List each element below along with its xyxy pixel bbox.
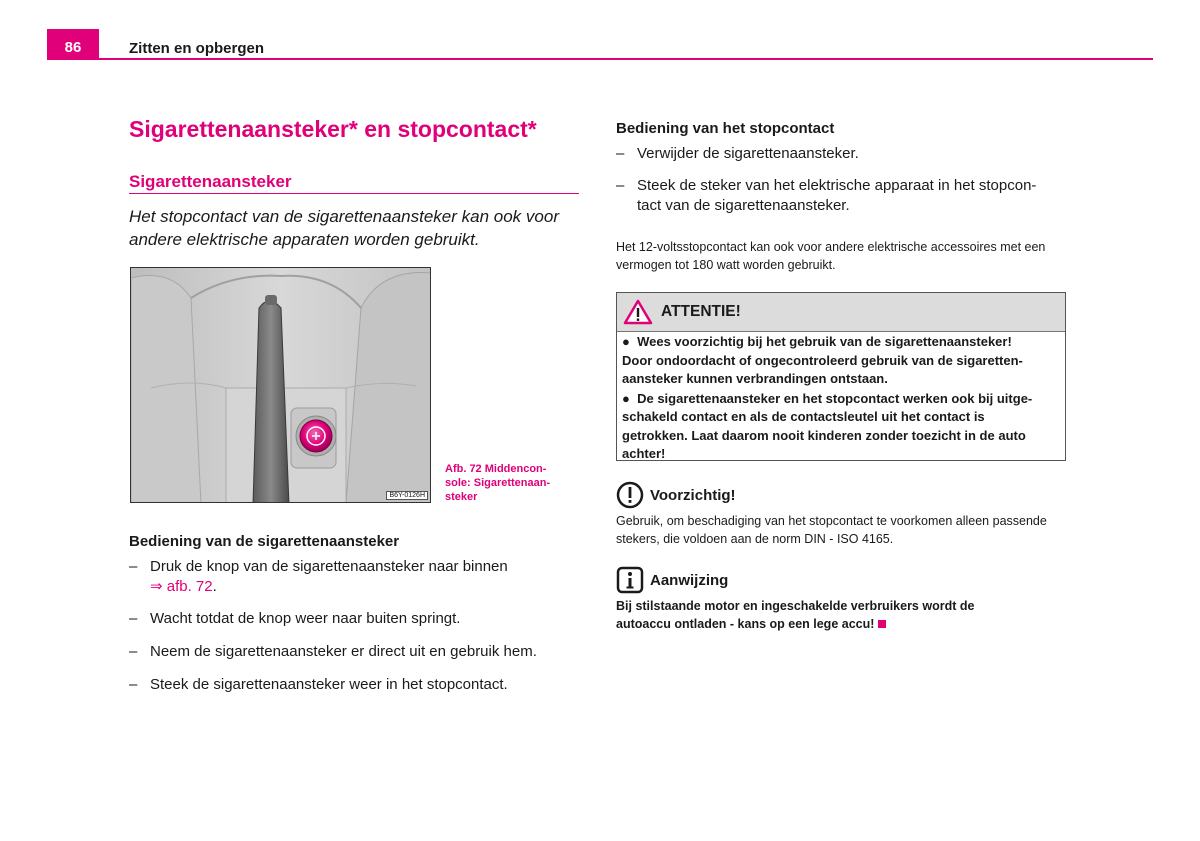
step-dash: – [129, 676, 138, 693]
header-rule [47, 58, 1153, 60]
notice-text [616, 597, 1066, 633]
step-text: Neem de sigarettenaansteker er direct uit en gebruik hem. [150, 643, 537, 660]
socket-note: Het 12-voltsstopcontact kan ook voor andere elektrische accessoires met een vermogen tot 180 watt worden gebruikt. [616, 240, 1046, 272]
warning-triangle-icon [623, 299, 653, 325]
bullet-icon: ● [622, 390, 630, 406]
socket-step [616, 144, 1071, 164]
subsection-title: Sigarettenaansteker [129, 172, 292, 191]
lighter-step [129, 557, 589, 597]
notice-line: Bij stilstaande motor en ingeschakelde verbruikers wordt de [616, 599, 975, 613]
warning-box [616, 292, 1066, 461]
notice-label: Aanwijzing [650, 571, 729, 589]
warning-item [622, 333, 1060, 389]
warning-line: Door ondoordacht of ongecontroleerd gebruik van de sigaretten- [622, 352, 1023, 368]
warning-item [622, 390, 1060, 464]
warning-line: schakeld contact en als de contactsleutel uit het contact is [622, 409, 985, 424]
caution-text: Gebruik, om beschadiging van het stopcontact te voorkomen alleen passende stekers, die voldoen aan de norm DIN - ISO 4165. [616, 514, 1047, 546]
step-dash: – [129, 643, 138, 660]
figure-reference-link[interactable]: ⇒ afb. 72 [150, 578, 213, 595]
caution-label: Voorzichtig! [650, 486, 736, 504]
page-number: 86 [64, 39, 82, 56]
step-dash: – [616, 145, 625, 162]
step-text: Wacht totdat de knop weer naar buiten springt. [150, 610, 461, 627]
figure-caption-line: Afb. 72 Middencon- [445, 463, 547, 475]
figure-caption [445, 462, 570, 504]
intro-text: Het stopcontact van de sigarettenaansteker kan ook voor andere elektrische apparaten worden gebruikt. [129, 207, 559, 249]
lighter-step [129, 609, 589, 629]
step-text-suffix: . [212, 578, 217, 595]
info-icon [616, 566, 644, 594]
step-dash: – [616, 177, 625, 194]
socket-step [616, 176, 1071, 216]
lighter-operation-title: Bediening van de sigarettenaansteker [129, 533, 400, 550]
warning-line: De sigarettenaansteker en het stopcontact werken ook bij uitge- [637, 390, 1033, 406]
page-number-tab [47, 29, 99, 60]
step-text-line: Steek de steker van het elektrische apparaat in het stopcon- [637, 177, 1037, 194]
exclamation-circle-icon [616, 481, 644, 509]
step-dash: – [129, 558, 138, 575]
section-title: Sigarettenaansteker* en stopcontact* [129, 116, 537, 142]
step-text-line: tact van de sigarettenaansteker. [637, 197, 850, 214]
figure-center-console [130, 267, 431, 503]
step-text: Druk de knop van de sigarettenaansteker naar binnen [150, 558, 508, 575]
warning-body [617, 332, 1065, 464]
socket-operation-title: Bediening van het stopcontact [616, 120, 835, 137]
caution-block [616, 481, 1066, 548]
warning-line: getrokken. Laat daarom nooit kinderen zonder toezicht in de auto [622, 427, 1026, 443]
warning-line: aansteker kunnen verbrandingen ontstaan. [622, 371, 888, 386]
step-text: Steek de sigarettenaansteker weer in het stopcontact. [150, 676, 508, 693]
warning-line: achter! [622, 446, 666, 461]
notice-line: autoaccu ontladen - kans op een lege accu! [616, 617, 875, 631]
warning-line: Wees voorzichtig bij het gebruik van de sigarettenaansteker! [637, 334, 1012, 349]
bullet-icon: ● [622, 334, 630, 349]
notice-block [616, 566, 1066, 633]
warning-label: ATTENTIE! [661, 303, 741, 320]
chapter-title: Zitten en opbergen [129, 40, 264, 57]
subsection-rule [129, 193, 579, 194]
end-of-section-square-icon [878, 620, 886, 628]
step-text: Verwijder de sigarettenaansteker. [637, 145, 859, 162]
lighter-step [129, 642, 589, 662]
figure-caption-line: steker [445, 491, 478, 503]
warning-header [617, 293, 1065, 332]
lighter-step [129, 675, 589, 695]
figure-code: B6Y-0126H [386, 491, 428, 500]
step-dash: – [129, 610, 138, 627]
center-console-illustration [131, 268, 431, 503]
figure-caption-line: sole: Sigarettenaan- [445, 477, 551, 489]
